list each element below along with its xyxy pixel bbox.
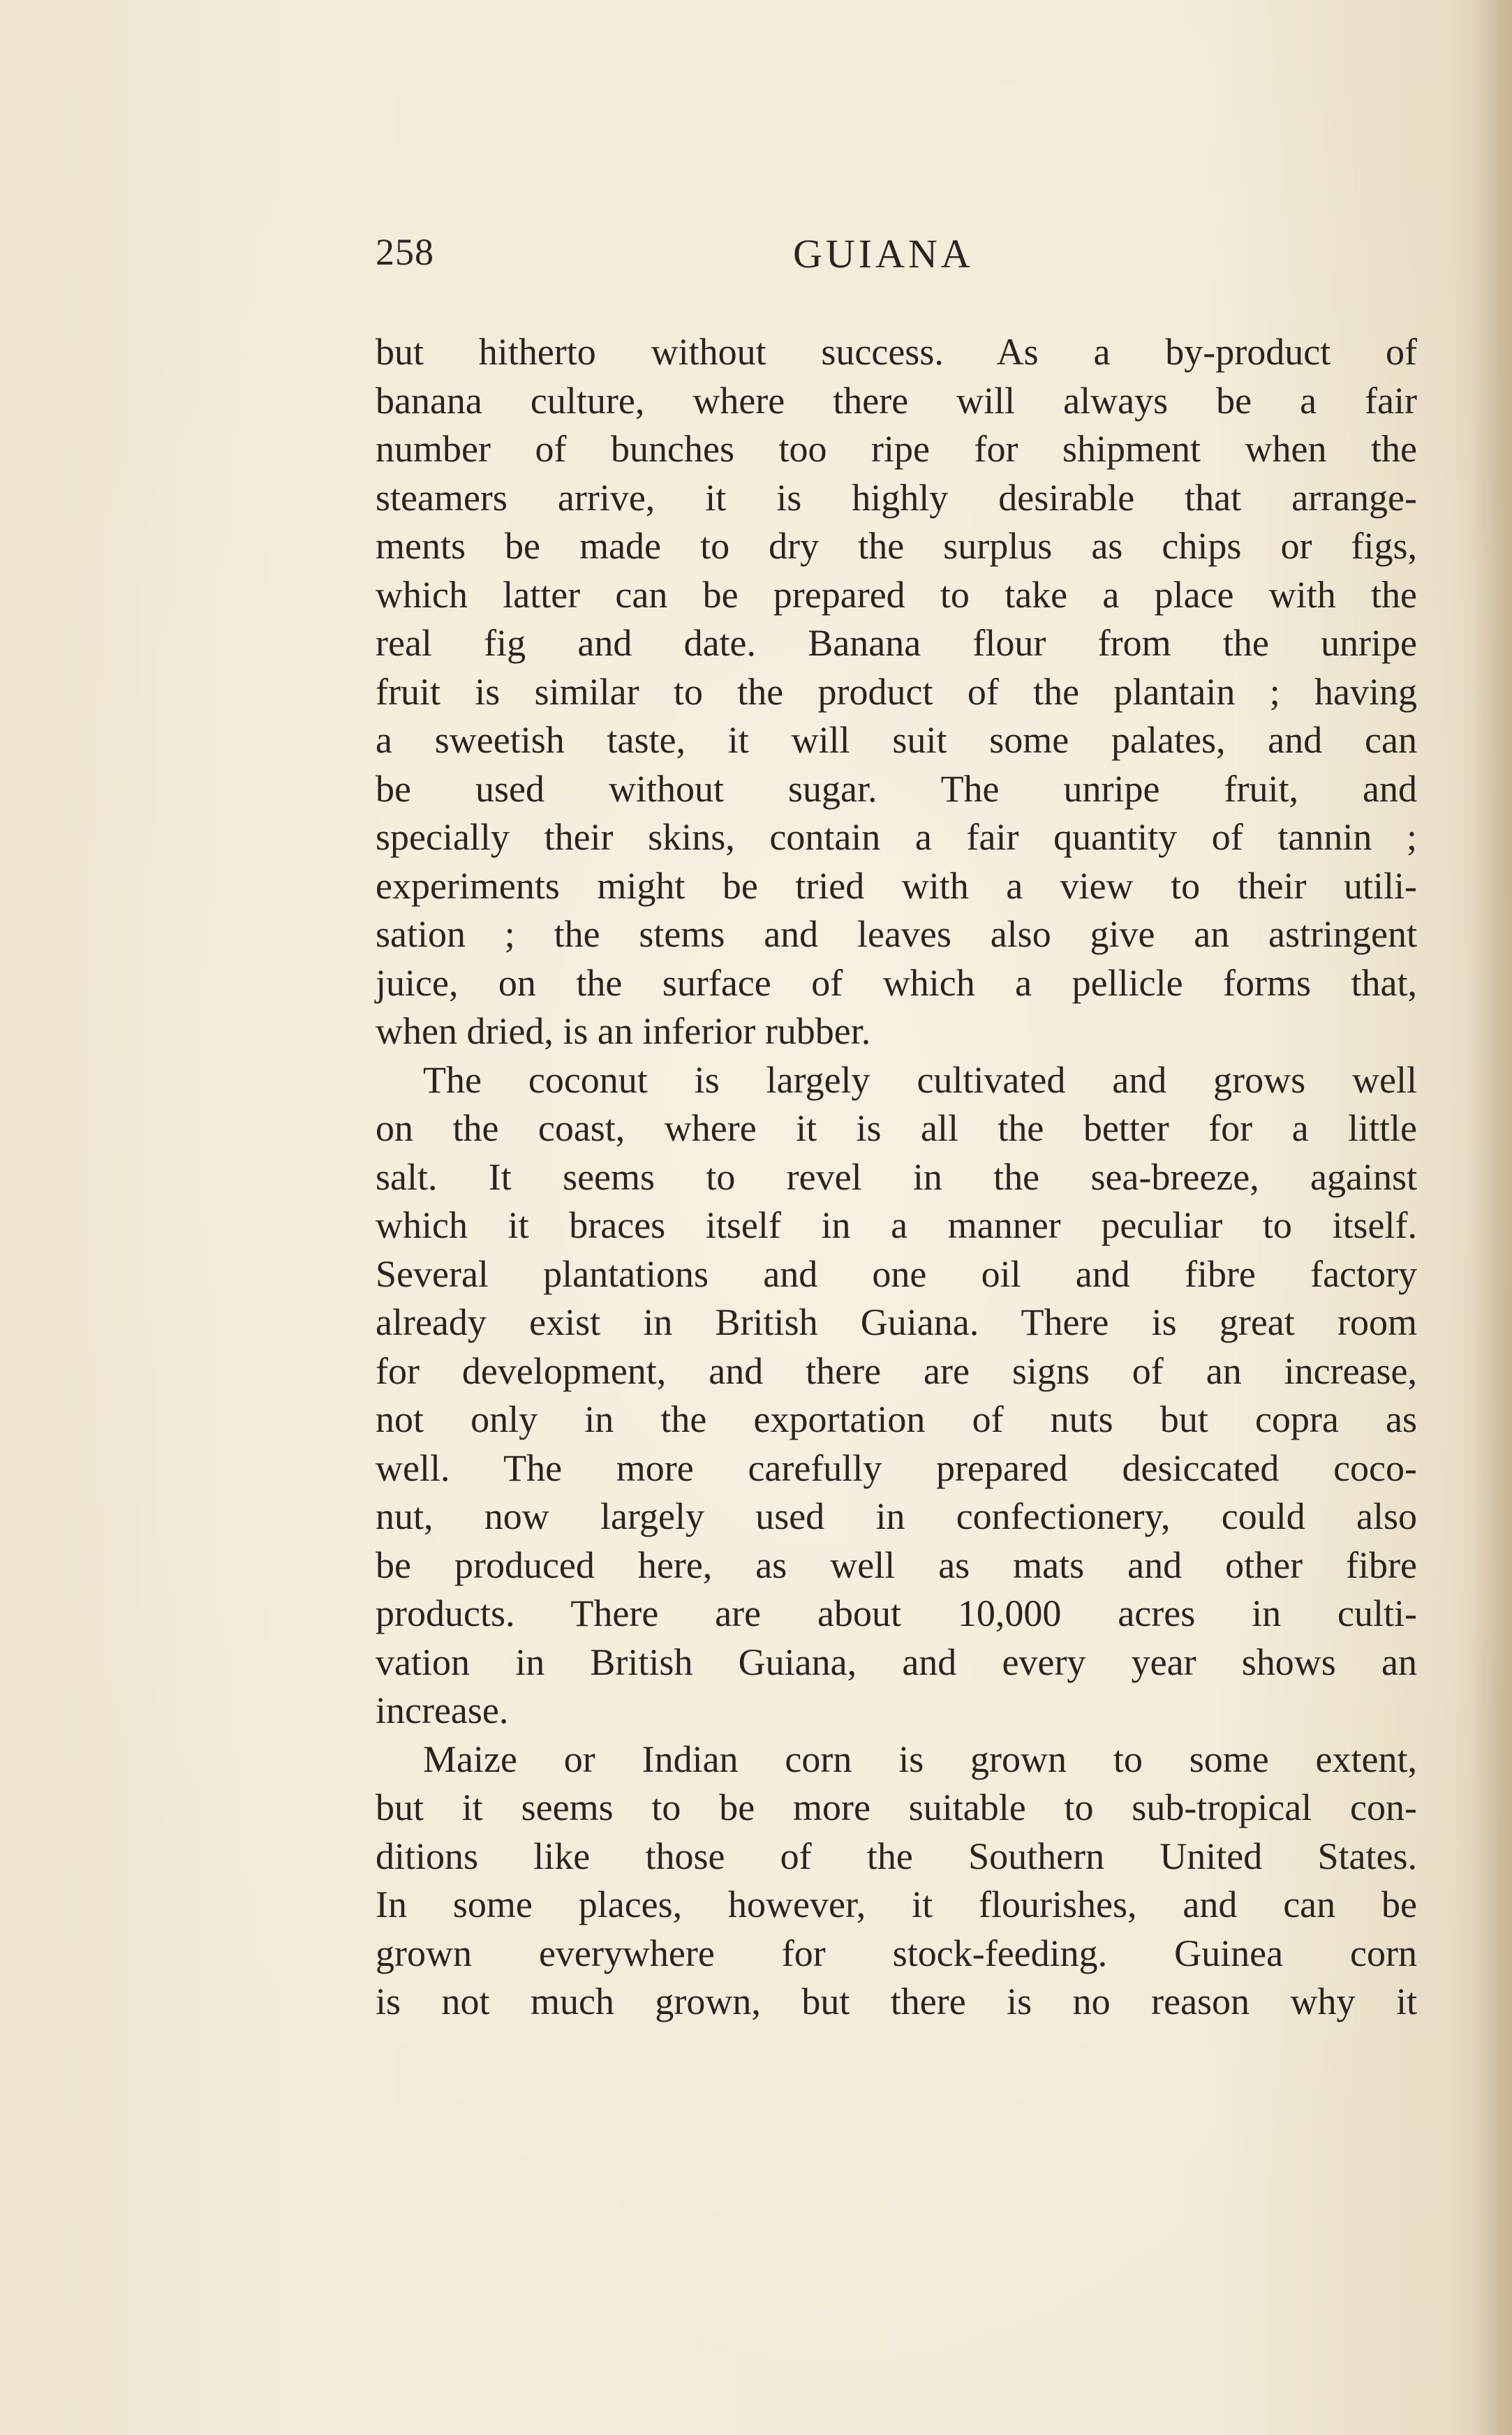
text-line: well. The more carefully prepared desiccated coco- — [376, 1446, 1417, 1489]
text-line: In some places, however, it flourishes, and can be — [376, 1883, 1417, 1925]
text-line: but hitherto without success. As a by-product of — [376, 331, 1417, 373]
text-line: real fig and date. Banana flour from the unripe — [376, 622, 1417, 664]
text-line: grown everywhere for stock-feeding. Guinea corn — [376, 1932, 1417, 1974]
text-line: vation in British Guiana, and every year shows an — [376, 1641, 1417, 1683]
text-line: The coconut is largely cultivated and grows well — [423, 1058, 1417, 1101]
page-header — [376, 230, 1423, 293]
text-line: be produced here, as well as mats and other fibre — [376, 1544, 1417, 1586]
text-line: experiments might be tried with a view to their utili- — [376, 864, 1417, 907]
text-line: a sweetish taste, it will suit some palates, and can — [376, 719, 1417, 761]
text-line: be used without sugar. The unripe fruit, and — [376, 767, 1417, 810]
text-line: which latter can be prepared to take a place with the — [376, 573, 1417, 616]
running-title: GUIANA — [793, 231, 974, 276]
text-line: number of bunches too ripe for shipment when the — [376, 428, 1417, 470]
paragraph — [376, 1056, 1417, 1735]
text-line: ments be made to dry the surplus as chips or figs, — [376, 525, 1417, 567]
page-number: 258 — [376, 231, 434, 273]
text-line: Maize or Indian corn is grown to some extent, — [423, 1738, 1417, 1780]
text-line: already exist in British Guiana. There is great room — [376, 1301, 1417, 1343]
text-line: on the coast, where it is all the better for a little — [376, 1107, 1417, 1149]
text-line: which it braces itself in a manner peculiar to itself. — [376, 1204, 1417, 1246]
text-line: juice, on the surface of which a pellicle forms that, — [376, 961, 1417, 1004]
text-line: ditions like those of the Southern United States. — [376, 1835, 1417, 1877]
text-line: increase. — [376, 1689, 509, 1731]
text-line: salt. It seems to revel in the sea-breeze, against — [376, 1155, 1417, 1198]
body-text — [376, 328, 1417, 2027]
text-line: not only in the exportation of nuts but copra as — [376, 1398, 1417, 1440]
paragraph — [376, 328, 1417, 1056]
text-line: fruit is similar to the product of the plantain ; having — [376, 670, 1417, 713]
text-line: banana culture, where there will always be a fair — [376, 379, 1417, 422]
text-line: but it seems to be more suitable to sub-tropical con- — [376, 1786, 1417, 1828]
paragraph — [376, 1735, 1417, 2027]
text-line: when dried, is an inferior rubber. — [376, 1010, 871, 1052]
text-line: specially their skins, contain a fair quantity of tannin ; — [376, 816, 1417, 858]
text-line: steamers arrive, it is highly desirable that arrange- — [376, 476, 1417, 519]
text-line: products. There are about 10,000 acres in culti- — [376, 1592, 1417, 1634]
text-line: nut, now largely used in confectionery, could also — [376, 1495, 1417, 1537]
page-edge-shadow — [1470, 0, 1512, 2435]
text-line: sation ; the stems and leaves also give an astringent — [376, 913, 1417, 955]
text-line: Several plantations and one oil and fibre factory — [376, 1252, 1417, 1295]
text-line: is not much grown, but there is no reason why it — [376, 1981, 1417, 2022]
text-line: for development, and there are signs of an increase, — [376, 1349, 1417, 1392]
